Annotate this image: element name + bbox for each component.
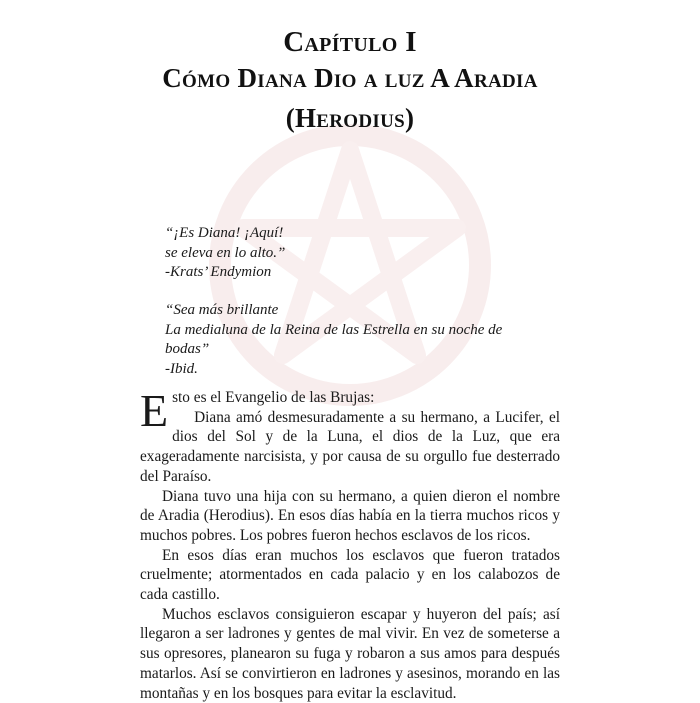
chapter-number: Capítulo I [283,26,417,58]
epigraph-line: bodas” [165,341,210,357]
body-paragraph: Muchos esclavos consiguieron escapar y huyeron del país; así llegaron a ser ladrones y gentes de mal vivir. En vez de someterse a sus opresores, planearon su fuga y robaron a sus amos para después matarlos. Así se convirtieron en ladrones y asesinos, morando en las montañas y en los bosques para evitar la esclavitud. [140,605,560,702]
epigraph-line: se eleva en lo alto.” [165,244,286,261]
epigraph-2 [165,301,535,379]
epigraph-line: “Sea más brillante [165,302,279,318]
epigraph-line: “¡Es Diana! ¡Aquí! [165,225,284,241]
epigraph-attribution: -Ibid. [165,360,198,377]
chapter-subtitle: (Herodius) [285,103,415,133]
chapter-body [140,385,560,703]
body-paragraph: Diana tuvo una hija con su hermano, a quien dieron el nombre de Aradia (Herodius). En esos días había en la tierra muchos ricos y muchos pobres. Los pobres fueron hechos esclavos de los ricos. [140,487,560,544]
intro-paragraph [140,385,560,436]
epigraph-1 [165,224,535,283]
epigraph-line: La medialuna de la Reina de las Estrella en su noche de [165,321,503,338]
epigraph-attribution: -Krats’ Endymion [165,264,272,280]
chapter-title: Cómo Diana Dio a luz A Aradia [162,63,538,93]
drop-cap: E [140,385,169,436]
body-paragraph: Diana amó desmesuradamente a su hermano, a Lucifer, el dios del Sol y de la Luna, el dios de la Luz, que era exageradamente narcisista, y por causa de su orgullo fue desterrado del Paraíso. [140,408,560,485]
intro-text: sto es el Evangelio de las Brujas: [172,389,375,406]
body-paragraph: En esos días eran muchos los esclavos que fueron tratados cruelmente; atormentados en cada palacio y en los calabozos de cada castillo. [140,546,560,604]
